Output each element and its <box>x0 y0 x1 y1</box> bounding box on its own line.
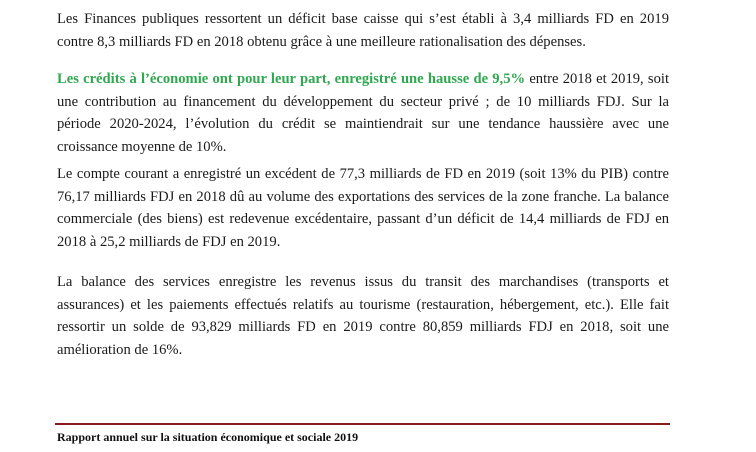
paragraph-credit-details: entre 2018 et 2019, soit une contribution au financement du développement du secteur privé ; de 10 milliards FDJ. Sur la période 2020-2024, l’évolution du crédit se maintiendrait sur une tendance haussière avec une croissance moyenne de 10%. <box>57 71 669 155</box>
footer-report-title: Rapport annuel sur la situation économique et sociale 2019 <box>57 430 359 444</box>
footer-divider <box>55 423 670 425</box>
paragraph-public-finances: Les Finances publiques ressortent un déficit base caisse qui s’est établi à 3,4 milliards FD en 2019 contre 8,3 milliards FD en 2018 obtenu grâce à une meilleure rationalisation des dépenses. <box>57 11 669 50</box>
paragraph-current-account: Le compte courant a enregistré un excédent de 77,3 milliards de FD en 2019 (soit 13% du PIB) contre 76,17 milliards FDJ en 2018 dû au volume des exportations des services de la zone franche. La balance commerciale (des biens) est redevenue excédentaire, passant d’un déficit de 14,4 milliards de FDJ en 2018 à 25,2 milliards de FDJ en 2019. <box>57 166 669 250</box>
document-body <box>57 8 669 361</box>
highlighted-credit-statement: Les crédits à l’économie ont pour leur part, enregistré une hausse de 9,5% <box>57 71 526 87</box>
paragraph-credit-economy <box>57 68 669 158</box>
paragraph-services-balance: La balance des services enregistre les revenus issus du transit des marchandises (transports et assurances) et les paiements effectués relatifs au tourisme (restauration, hébergement, etc.). Elle fait ressortir un solde de 93,829 milliards FD en 2019 contre 80,859 milliards FDJ en 2018, soit une amélioration de 16%. <box>57 274 669 358</box>
